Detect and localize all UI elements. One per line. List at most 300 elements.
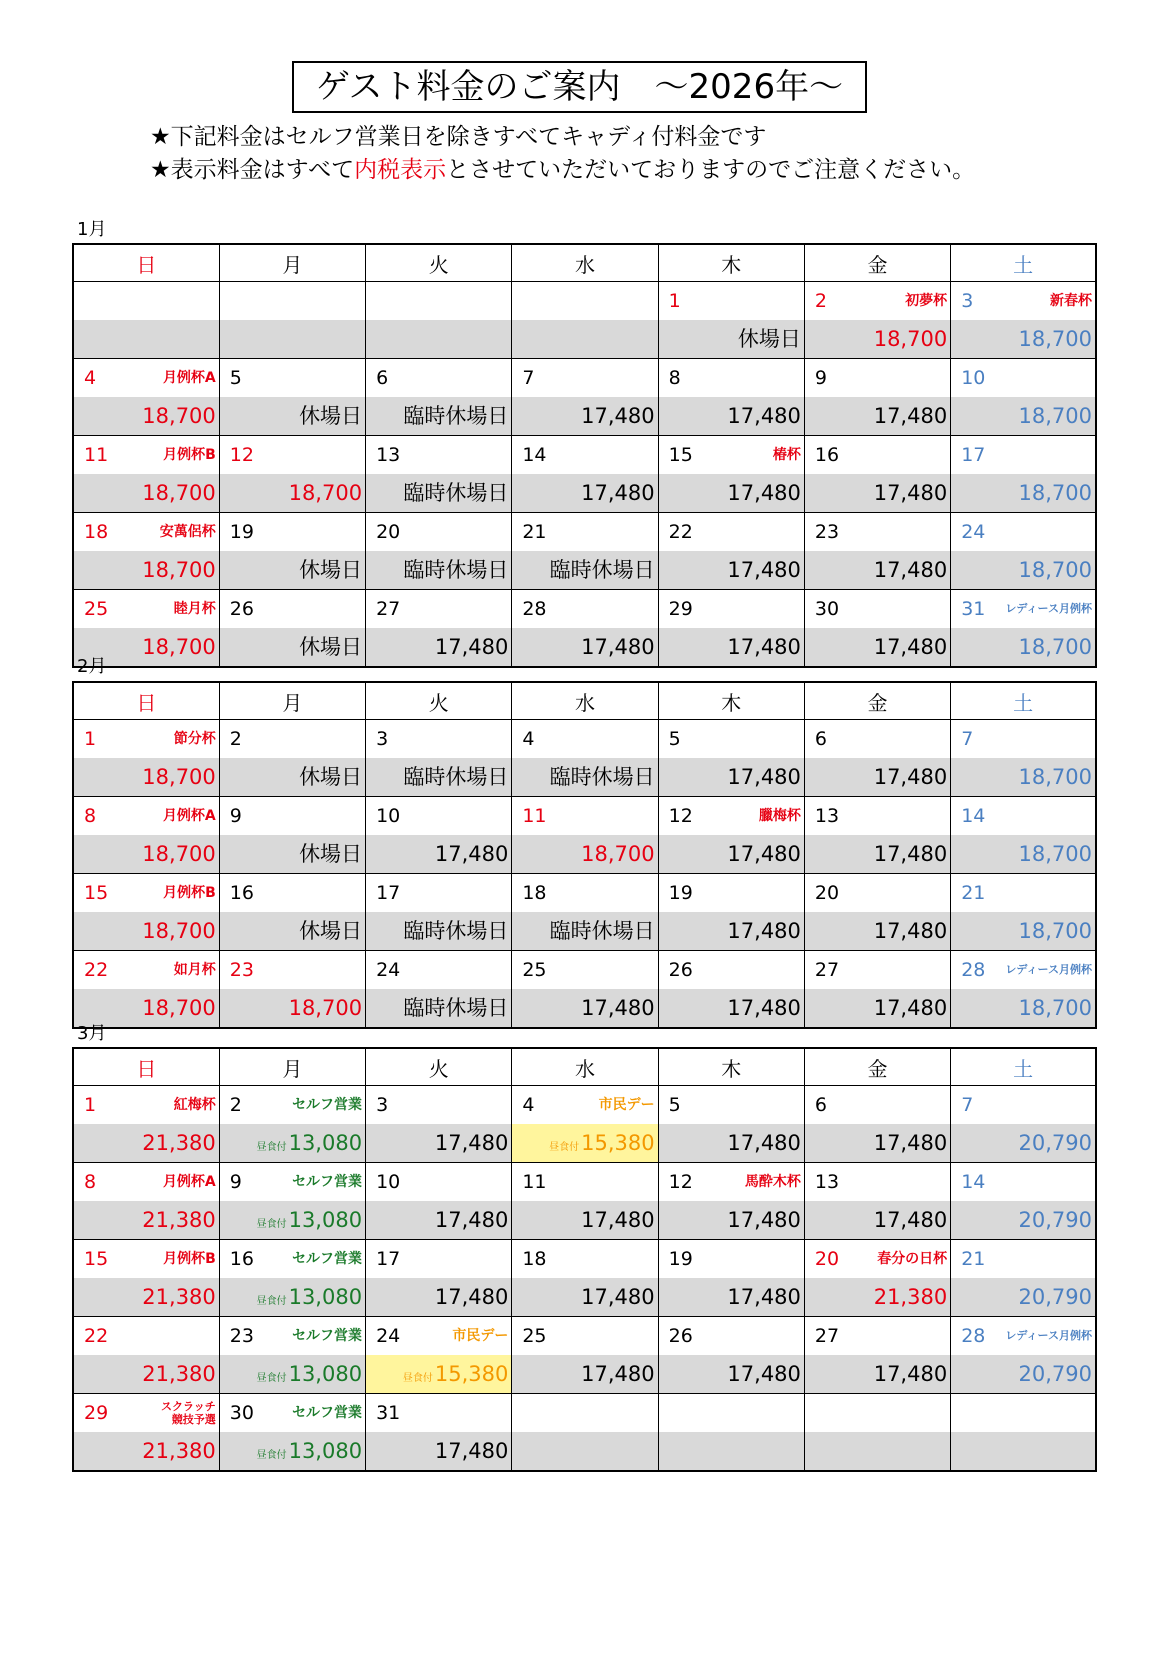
- week-row: [73, 513, 1096, 590]
- notice-line-1: ★下記料金はセルフ営業日を除きすべてキャディ付料金です: [150, 124, 767, 150]
- weekday-header: 月: [219, 1048, 365, 1086]
- notice-block: [150, 121, 1130, 187]
- day-number: 23: [229, 1325, 254, 1347]
- day-cell: [73, 436, 219, 513]
- day-cell: [366, 720, 512, 797]
- price-value: 休場日: [299, 765, 363, 789]
- day-cell: [951, 590, 1096, 668]
- event-label: 月例杯A: [162, 1174, 216, 1190]
- price: [951, 912, 1095, 950]
- event-label: [161, 1400, 216, 1426]
- day-cell: [512, 590, 658, 668]
- price: [366, 1201, 511, 1239]
- event-label: セルフ営業: [292, 1097, 363, 1113]
- day-cell: [804, 436, 950, 513]
- price: [951, 551, 1095, 589]
- event-label: 月例杯B: [163, 885, 216, 901]
- price: [805, 551, 950, 589]
- event-label: 月例杯B: [163, 1251, 216, 1267]
- day-number: 3: [961, 290, 974, 312]
- price: [805, 320, 950, 358]
- price: [512, 1278, 657, 1316]
- price: [951, 397, 1095, 435]
- price: [951, 989, 1095, 1027]
- day-cell: [366, 359, 512, 436]
- weekday-header: 月: [219, 244, 365, 282]
- week-row: [73, 1317, 1096, 1394]
- empty-cell-top: [805, 1394, 950, 1432]
- day-cell: [219, 1163, 365, 1240]
- empty-cell-top: [512, 1394, 657, 1432]
- day-cell: [658, 1317, 804, 1394]
- cell-header: [220, 797, 365, 835]
- price-value: 17,480: [581, 996, 655, 1020]
- price: [74, 1201, 219, 1239]
- day-number: 7: [961, 728, 974, 750]
- day-cell: [73, 720, 219, 797]
- weekday-header-row: [73, 244, 1096, 282]
- price-value: 13,080: [288, 1285, 363, 1309]
- day-number: 14: [961, 1171, 986, 1193]
- cell-header: [659, 1086, 804, 1124]
- price: [366, 397, 511, 435]
- price-value: 18,700: [142, 996, 216, 1020]
- day-cell: [804, 1163, 950, 1240]
- price: [512, 989, 657, 1027]
- day-cell: [512, 436, 658, 513]
- price-value: 17,480: [873, 842, 948, 866]
- weekday-header: 金: [804, 682, 950, 720]
- day-cell: [219, 1086, 365, 1163]
- day-cell: [512, 1163, 658, 1240]
- day-cell: [219, 1317, 365, 1394]
- price: [220, 1355, 365, 1393]
- month-label: 1月: [77, 219, 107, 240]
- week-row: [73, 1240, 1096, 1317]
- price: [366, 758, 511, 796]
- price: [805, 397, 950, 435]
- cell-header: [366, 513, 511, 551]
- price: [659, 551, 804, 589]
- day-cell: [804, 720, 950, 797]
- day-number: 15: [668, 444, 693, 466]
- day-cell: [366, 1317, 512, 1394]
- price-value: 18,700: [142, 765, 216, 789]
- cell-header: [951, 951, 1095, 989]
- day-number: 15: [84, 882, 109, 904]
- cell-header: [805, 720, 950, 758]
- cell-header: [805, 359, 950, 397]
- cell-header: [659, 1163, 804, 1201]
- day-cell: [951, 1163, 1096, 1240]
- day-number: 22: [84, 1325, 109, 1347]
- day-cell: [512, 1394, 658, 1472]
- cell-header: [659, 1317, 804, 1355]
- cell-header: [220, 951, 365, 989]
- cell-header: [512, 1317, 657, 1355]
- price-value: 17,480: [581, 1208, 655, 1232]
- day-number: 29: [84, 1402, 109, 1424]
- cell-header: [220, 1086, 365, 1124]
- price: [659, 758, 804, 796]
- day-cell: [658, 797, 804, 874]
- event-label: 市民デー: [598, 1097, 655, 1113]
- day-number: 24: [961, 521, 986, 543]
- day-cell: [804, 1086, 950, 1163]
- price-value: 15,380: [581, 1131, 655, 1155]
- weekday-header: 月: [219, 682, 365, 720]
- price-value: 臨時休場日: [403, 481, 509, 505]
- week-row: [73, 951, 1096, 1029]
- cell-header: [805, 1086, 950, 1124]
- price-value: 21,380: [142, 1131, 216, 1155]
- day-cell: [804, 1394, 950, 1472]
- day-cell: [951, 1317, 1096, 1394]
- month-calendar: [72, 681, 1097, 1029]
- day-cell: [658, 951, 804, 1029]
- price: [805, 1201, 950, 1239]
- day-number: 8: [84, 1171, 97, 1193]
- price-value: 20,790: [1018, 1362, 1092, 1386]
- day-cell: [73, 1317, 219, 1394]
- day-number: 2: [229, 1094, 242, 1116]
- lunch-included-prefix: 昼食付: [256, 1219, 287, 1230]
- empty-cell-bottom: [805, 1432, 950, 1470]
- lunch-included-prefix: 昼食付: [402, 1373, 433, 1384]
- day-cell: [512, 797, 658, 874]
- price: [366, 1124, 511, 1162]
- weekday-header: 土: [951, 682, 1096, 720]
- price: [659, 320, 804, 358]
- day-cell: [951, 797, 1096, 874]
- event-label: 如月杯: [173, 962, 216, 978]
- day-number: 7: [522, 367, 535, 389]
- price: [74, 912, 219, 950]
- day-cell: [512, 874, 658, 951]
- cell-header: [74, 1394, 219, 1432]
- empty-cell-bottom: [512, 1432, 657, 1470]
- weekday-header: 木: [658, 1048, 804, 1086]
- price: [220, 397, 365, 435]
- cell-header: [366, 951, 511, 989]
- day-number: 23: [814, 521, 840, 543]
- weekday-header: 土: [951, 244, 1096, 282]
- cell-header: [220, 1394, 365, 1432]
- cell-header: [74, 1240, 219, 1278]
- cell-header: [805, 1163, 950, 1201]
- lunch-included-prefix: 昼食付: [256, 1296, 287, 1307]
- day-cell: [219, 590, 365, 668]
- weekday-header: 木: [658, 682, 804, 720]
- day-number: 22: [84, 959, 109, 981]
- price: [366, 551, 511, 589]
- price: [951, 1355, 1095, 1393]
- price: [220, 474, 365, 512]
- day-number: 18: [522, 882, 547, 904]
- day-cell: [658, 513, 804, 590]
- day-cell: [219, 1394, 365, 1472]
- price: [366, 835, 511, 873]
- day-number: 2: [814, 290, 827, 312]
- weekday-header: 水: [512, 1048, 658, 1086]
- cell-header: [74, 359, 219, 397]
- price: [951, 474, 1095, 512]
- empty-cell-bottom: [220, 320, 365, 358]
- day-cell: [512, 282, 658, 359]
- day-number: 30: [229, 1402, 254, 1424]
- price-value: 休場日: [299, 404, 363, 428]
- cell-header: [220, 720, 365, 758]
- cell-header: [220, 874, 365, 912]
- day-number: 20: [376, 521, 401, 543]
- day-cell: [951, 513, 1096, 590]
- day-number: 4: [522, 1094, 535, 1116]
- day-cell: [219, 1240, 365, 1317]
- day-cell: [219, 797, 365, 874]
- price: [220, 628, 365, 666]
- price-value: 17,480: [434, 635, 509, 659]
- day-cell: [804, 590, 950, 668]
- price-value: 18,700: [1018, 635, 1092, 659]
- cell-header: [74, 874, 219, 912]
- day-number: 14: [522, 444, 547, 466]
- day-number: 6: [814, 728, 827, 750]
- event-label: セルフ営業: [292, 1328, 363, 1344]
- price-value: 18,700: [1018, 919, 1092, 943]
- day-cell: [219, 874, 365, 951]
- cell-header: [805, 874, 950, 912]
- day-cell: [951, 359, 1096, 436]
- day-cell: [219, 513, 365, 590]
- day-number: 3: [376, 728, 389, 750]
- day-cell: [73, 1086, 219, 1163]
- cell-header: [512, 951, 657, 989]
- day-cell: [366, 1240, 512, 1317]
- price: [951, 1201, 1095, 1239]
- empty-cell-top: [366, 282, 511, 320]
- cell-header: [512, 513, 657, 551]
- day-number: 26: [668, 959, 693, 981]
- price: [805, 1355, 950, 1393]
- day-number: 18: [522, 1248, 547, 1270]
- day-cell: [219, 951, 365, 1029]
- day-cell: [951, 720, 1096, 797]
- price-value: 17,480: [727, 1362, 801, 1386]
- day-number: 11: [522, 805, 547, 827]
- price-value: 17,480: [727, 996, 801, 1020]
- weekday-header: 水: [512, 682, 658, 720]
- event-label: 月例杯B: [163, 447, 216, 463]
- price: [74, 1432, 219, 1470]
- cell-header: [220, 513, 365, 551]
- month-label: 3月: [77, 1023, 107, 1044]
- event-label: 睦月杯: [173, 601, 216, 617]
- price-value: 臨時休場日: [403, 996, 509, 1020]
- price-value: 21,380: [873, 1285, 948, 1309]
- day-cell: [366, 282, 512, 359]
- price-value: 17,480: [434, 842, 509, 866]
- cell-header: [74, 1163, 219, 1201]
- price-value: 17,480: [581, 481, 655, 505]
- day-number: 16: [229, 1248, 254, 1270]
- price: [74, 397, 219, 435]
- price: [366, 1432, 511, 1470]
- day-number: 16: [814, 444, 840, 466]
- price-value: 20,790: [1018, 1285, 1092, 1309]
- price-value: 18,700: [142, 481, 216, 505]
- weekday-header: 金: [804, 1048, 950, 1086]
- price-value: 17,480: [581, 404, 655, 428]
- day-number: 17: [376, 1248, 401, 1270]
- day-number: 21: [961, 1248, 986, 1270]
- day-cell: [73, 1394, 219, 1472]
- day-cell: [804, 797, 950, 874]
- cell-header: [512, 1086, 657, 1124]
- cell-header: [366, 359, 511, 397]
- weekday-header: 火: [366, 1048, 512, 1086]
- day-cell: [951, 1086, 1096, 1163]
- price-value: 臨時休場日: [403, 919, 509, 943]
- day-number: 25: [84, 598, 109, 620]
- price: [805, 628, 950, 666]
- day-number: 27: [814, 959, 840, 981]
- price-value: 20,790: [1018, 1208, 1092, 1232]
- empty-cell-top: [512, 282, 657, 320]
- price-value: 17,480: [434, 1439, 509, 1463]
- price-value: 臨時休場日: [403, 558, 509, 582]
- day-cell: [658, 720, 804, 797]
- day-number: 11: [522, 1171, 547, 1193]
- weekday-header: 日: [73, 682, 219, 720]
- price-value: 17,480: [727, 635, 801, 659]
- day-number: 26: [668, 1325, 693, 1347]
- price-value: 18,700: [1018, 765, 1092, 789]
- day-cell: [512, 1240, 658, 1317]
- price: [366, 628, 511, 666]
- price-value: 臨時休場日: [549, 765, 655, 789]
- cell-header: [366, 874, 511, 912]
- price-value: 18,700: [1018, 842, 1092, 866]
- price: [220, 912, 365, 950]
- day-number: 9: [229, 1171, 242, 1193]
- weekday-header: 土: [951, 1048, 1096, 1086]
- day-cell: [219, 720, 365, 797]
- empty-cell-bottom: [366, 320, 511, 358]
- day-number: 5: [668, 728, 681, 750]
- day-cell: [366, 590, 512, 668]
- event-label: 椿杯: [772, 447, 801, 463]
- price-value: 臨時休場日: [403, 404, 509, 428]
- price: [805, 1278, 950, 1316]
- day-cell: [512, 720, 658, 797]
- notice-line-2-post: とさせていただいておりますのでご注意ください。: [446, 157, 976, 183]
- cell-header: [74, 1086, 219, 1124]
- day-number: 3: [376, 1094, 389, 1116]
- price: [74, 474, 219, 512]
- price-value: 18,700: [142, 919, 216, 943]
- price: [659, 397, 804, 435]
- day-number: 19: [229, 521, 254, 543]
- price-value: 17,480: [727, 1285, 801, 1309]
- cell-header: [74, 590, 219, 628]
- cell-header: [512, 436, 657, 474]
- week-row: [73, 720, 1096, 797]
- price: [659, 1355, 804, 1393]
- day-number: 19: [668, 882, 693, 904]
- day-cell: [366, 951, 512, 1029]
- day-number: 28: [961, 1325, 986, 1347]
- cell-header: [220, 590, 365, 628]
- price-value: 18,700: [1018, 481, 1092, 505]
- day-number: 18: [84, 521, 109, 543]
- day-number: 24: [376, 959, 401, 981]
- day-number: 27: [814, 1325, 840, 1347]
- day-cell: [951, 874, 1096, 951]
- cell-header: [951, 1240, 1095, 1278]
- event-label: レディース月例杯: [1005, 602, 1092, 615]
- day-number: 13: [814, 1171, 840, 1193]
- price: [659, 835, 804, 873]
- price: [366, 912, 511, 950]
- day-cell: [219, 282, 365, 359]
- cell-header: [951, 513, 1095, 551]
- cell-header: [805, 1240, 950, 1278]
- day-cell: [658, 282, 804, 359]
- day-cell: [219, 436, 365, 513]
- day-cell: [658, 359, 804, 436]
- cell-header: [659, 282, 804, 320]
- price: [512, 1124, 657, 1162]
- day-number: 6: [814, 1094, 827, 1116]
- cell-header: [512, 1240, 657, 1278]
- cell-header: [951, 1317, 1095, 1355]
- price: [220, 758, 365, 796]
- price-value: 18,700: [142, 558, 216, 582]
- day-number: 13: [376, 444, 401, 466]
- price-value: 17,480: [873, 996, 948, 1020]
- day-cell: [951, 1240, 1096, 1317]
- cell-header: [659, 720, 804, 758]
- day-number: 5: [668, 1094, 681, 1116]
- price-value: 17,480: [873, 919, 948, 943]
- day-number: 9: [814, 367, 827, 389]
- price-value: 休場日: [299, 842, 363, 866]
- price: [220, 1432, 365, 1470]
- price-value: 13,080: [288, 1362, 363, 1386]
- month-calendar: [72, 243, 1097, 668]
- price: [74, 551, 219, 589]
- cell-header: [220, 1240, 365, 1278]
- cell-header: [366, 1394, 511, 1432]
- tax-included-highlight: 内税表示: [354, 157, 447, 183]
- price: [805, 758, 950, 796]
- event-label: セルフ営業: [292, 1174, 363, 1190]
- cell-header: [805, 1317, 950, 1355]
- price-value: 18,700: [581, 842, 655, 866]
- price-value: 20,790: [1018, 1131, 1092, 1155]
- day-cell: [804, 1240, 950, 1317]
- cell-header: [951, 359, 1095, 397]
- price-value: 13,080: [288, 1439, 363, 1463]
- price-value: 18,700: [142, 635, 216, 659]
- price-value: 17,480: [581, 635, 655, 659]
- price: [659, 1201, 804, 1239]
- weekday-header: 木: [658, 244, 804, 282]
- day-number: 8: [668, 367, 681, 389]
- day-cell: [73, 513, 219, 590]
- cell-header: [659, 513, 804, 551]
- event-label-line: 競技予選: [171, 1413, 216, 1426]
